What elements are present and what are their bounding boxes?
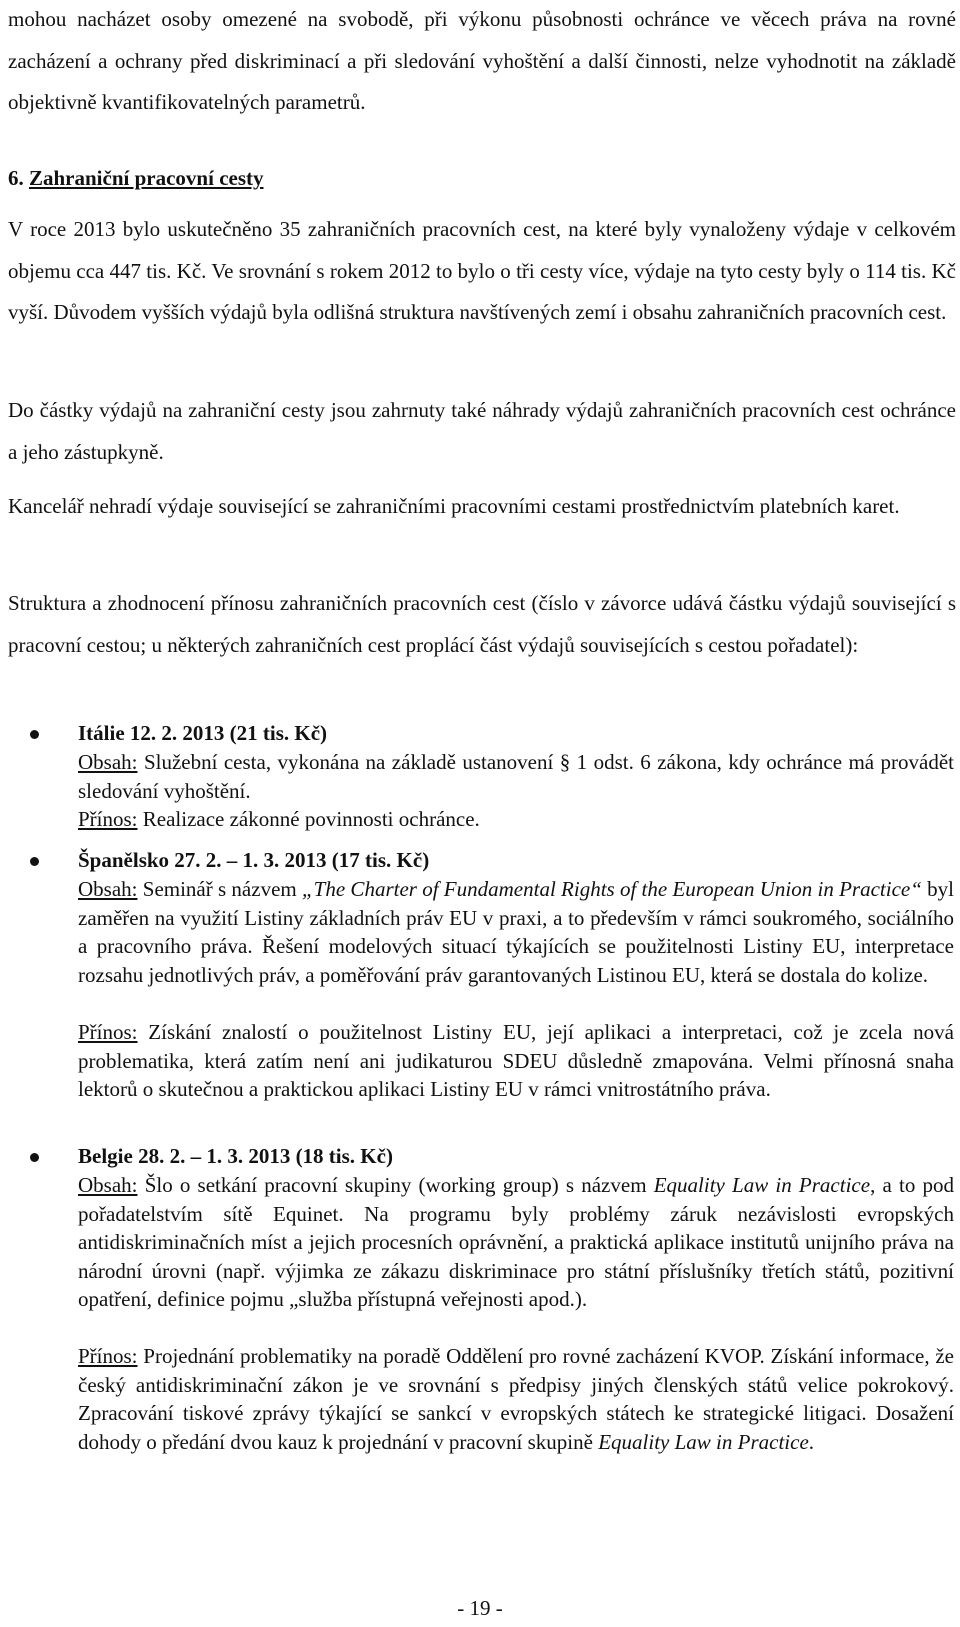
content-text-post: byl zaměřen na využití Listiny základních práv EU v praxi, a to především v rámci soukromého, sociálního a pracovního práva. Řešení modelových situací týkajících se použitelnosti Listiny EU, interpretace rozsahu jednotlivých práv, a poměřování práv garantovaných Listinou EU, která se dostala do kolize. <box>78 877 955 987</box>
trip-title: Itálie 12. 2. 2013 (21 tis. Kč) <box>78 721 328 745</box>
paragraph-summary: V roce 2013 bylo uskutečněno 35 zahraničních pracovních cest, na které byly vynaloženy výdaje v celkovém objemu cca 447 tis. Kč. Ve srovnání s rokem 2012 to bylo o tři cesty více, výdaje na tyto cesty byly o 114 tis. Kč vyší. Důvodem vyšších výdajů byla odlišná struktura navštívených zemí i obsahu zahraničních pracovních cest. <box>8 217 956 324</box>
paragraph-structure: Struktura a zhodnocení přínosu zahraničních pracovních cest (číslo v závorce udává částku výdajů související s pracovní cestou; u některých zahraničních cest proplácí část výdajů souvisejících s cestou pořadatel): <box>8 591 956 657</box>
benefit-text-post: . <box>808 1429 815 1454</box>
content-label: Obsah: <box>78 750 138 774</box>
page-number: - 19 - <box>457 1596 503 1620</box>
section-number: 6. <box>8 166 24 190</box>
trip-content <box>78 1171 954 1314</box>
bullet-icon <box>30 730 39 739</box>
content-text-pre: Seminář s názvem <box>142 877 302 901</box>
trip-benefit <box>78 1342 954 1456</box>
trip-benefit <box>78 805 954 834</box>
benefit-label: Přínos: <box>78 1344 138 1368</box>
content-label: Obsah: <box>78 1173 138 1197</box>
content-text: Služební cesta, vykonána na základě ustanovení § 1 odst. 6 zákona, kdy ochránce má provádět sledování vyhoštění. <box>78 750 955 803</box>
paragraph-expenses: Do částky výdajů na zahraniční cesty jsou zahrnuty také náhrady výdajů zahraničních pracovních cest ochránce a jeho zástupkyně. <box>8 398 956 464</box>
bullet-icon <box>30 1153 39 1162</box>
trip-title: Belgie 28. 2. – 1. 3. 2013 (18 tis. Kč) <box>78 1144 393 1168</box>
benefit-label: Přínos: <box>78 1020 138 1044</box>
intro-paragraph: mohou nacházet osoby omezené na svobodě, při výkonu působnosti ochránce ve věcech práva na rovné zacházení a ochrany před diskriminací a při sledování vyhoštění a další činnosti, nelze vyhodnotit na základě objektivně kvantifikovatelných parametrů. <box>8 7 956 114</box>
section-heading <box>8 158 264 200</box>
content-text-italic: „The Charter of Fundamental Rights of the European Union in Practice“ <box>302 877 922 901</box>
paragraph-cards: Kancelář nehradí výdaje související se zahraničními pracovními cestami prostřednictvím platebních karet. <box>8 494 900 518</box>
content-text-italic: Equality Law in Practice <box>653 1173 871 1197</box>
content-text-pre: Šlo o setkání pracovní skupiny (working group) s názvem <box>144 1173 654 1197</box>
trip-content <box>78 875 954 989</box>
section-title: Zahraniční pracovní cesty <box>29 166 264 190</box>
trip-benefit <box>78 1018 954 1104</box>
trip-content <box>78 748 954 805</box>
bullet-icon <box>30 857 39 866</box>
benefit-text: Získání znalostí o použitelnost Listiny EU, její aplikaci a interpretaci, což je zcela nová problematika, která zatím není ani judikaturou SDEU důsledně zmapována. Velmi přínosná snaha lektorů o skutečnou a praktickou aplikaci Listiny EU v rámci vnitrostátního práva. <box>78 1020 954 1102</box>
benefit-text: Realizace zákonné povinnosti ochránce. <box>142 807 480 831</box>
benefit-label: Přínos: <box>78 807 138 831</box>
benefit-text-pre: Projednání problematiky na poradě Oddělení pro rovné zacházení KVOP. Získání informace, že český antidiskriminační zákon je ve srovnání s předpisy jiných členských států velice pokrokový. Zpracování tiskové zprávy týkající se sankcí v evropských státech ke strategické litigaci. Dosažení dohody o předání dvou kauz k projednání v pracovní skupině <box>78 1344 954 1454</box>
content-label: Obsah: <box>78 877 138 901</box>
benefit-text-italic: Equality Law in Practice <box>598 1429 809 1454</box>
content-text-post: , a to pod pořadatelstvím sítě Equinet. Na programu byly problémy záruk nezávislosti evropských antidiskriminačních míst a jejich procesních oprávnění, a praktická aplikace institutů unijního práva na národní úrovni (např. výjimka ze zákazu diskriminace pro státní příslušníky třetích států, pozitivní opatření, definice pojmu „služba přístupná veřejnosti apod.). <box>78 1173 955 1312</box>
trip-title: Španělsko 27. 2. – 1. 3. 2013 (17 tis. Kč) <box>78 848 430 872</box>
